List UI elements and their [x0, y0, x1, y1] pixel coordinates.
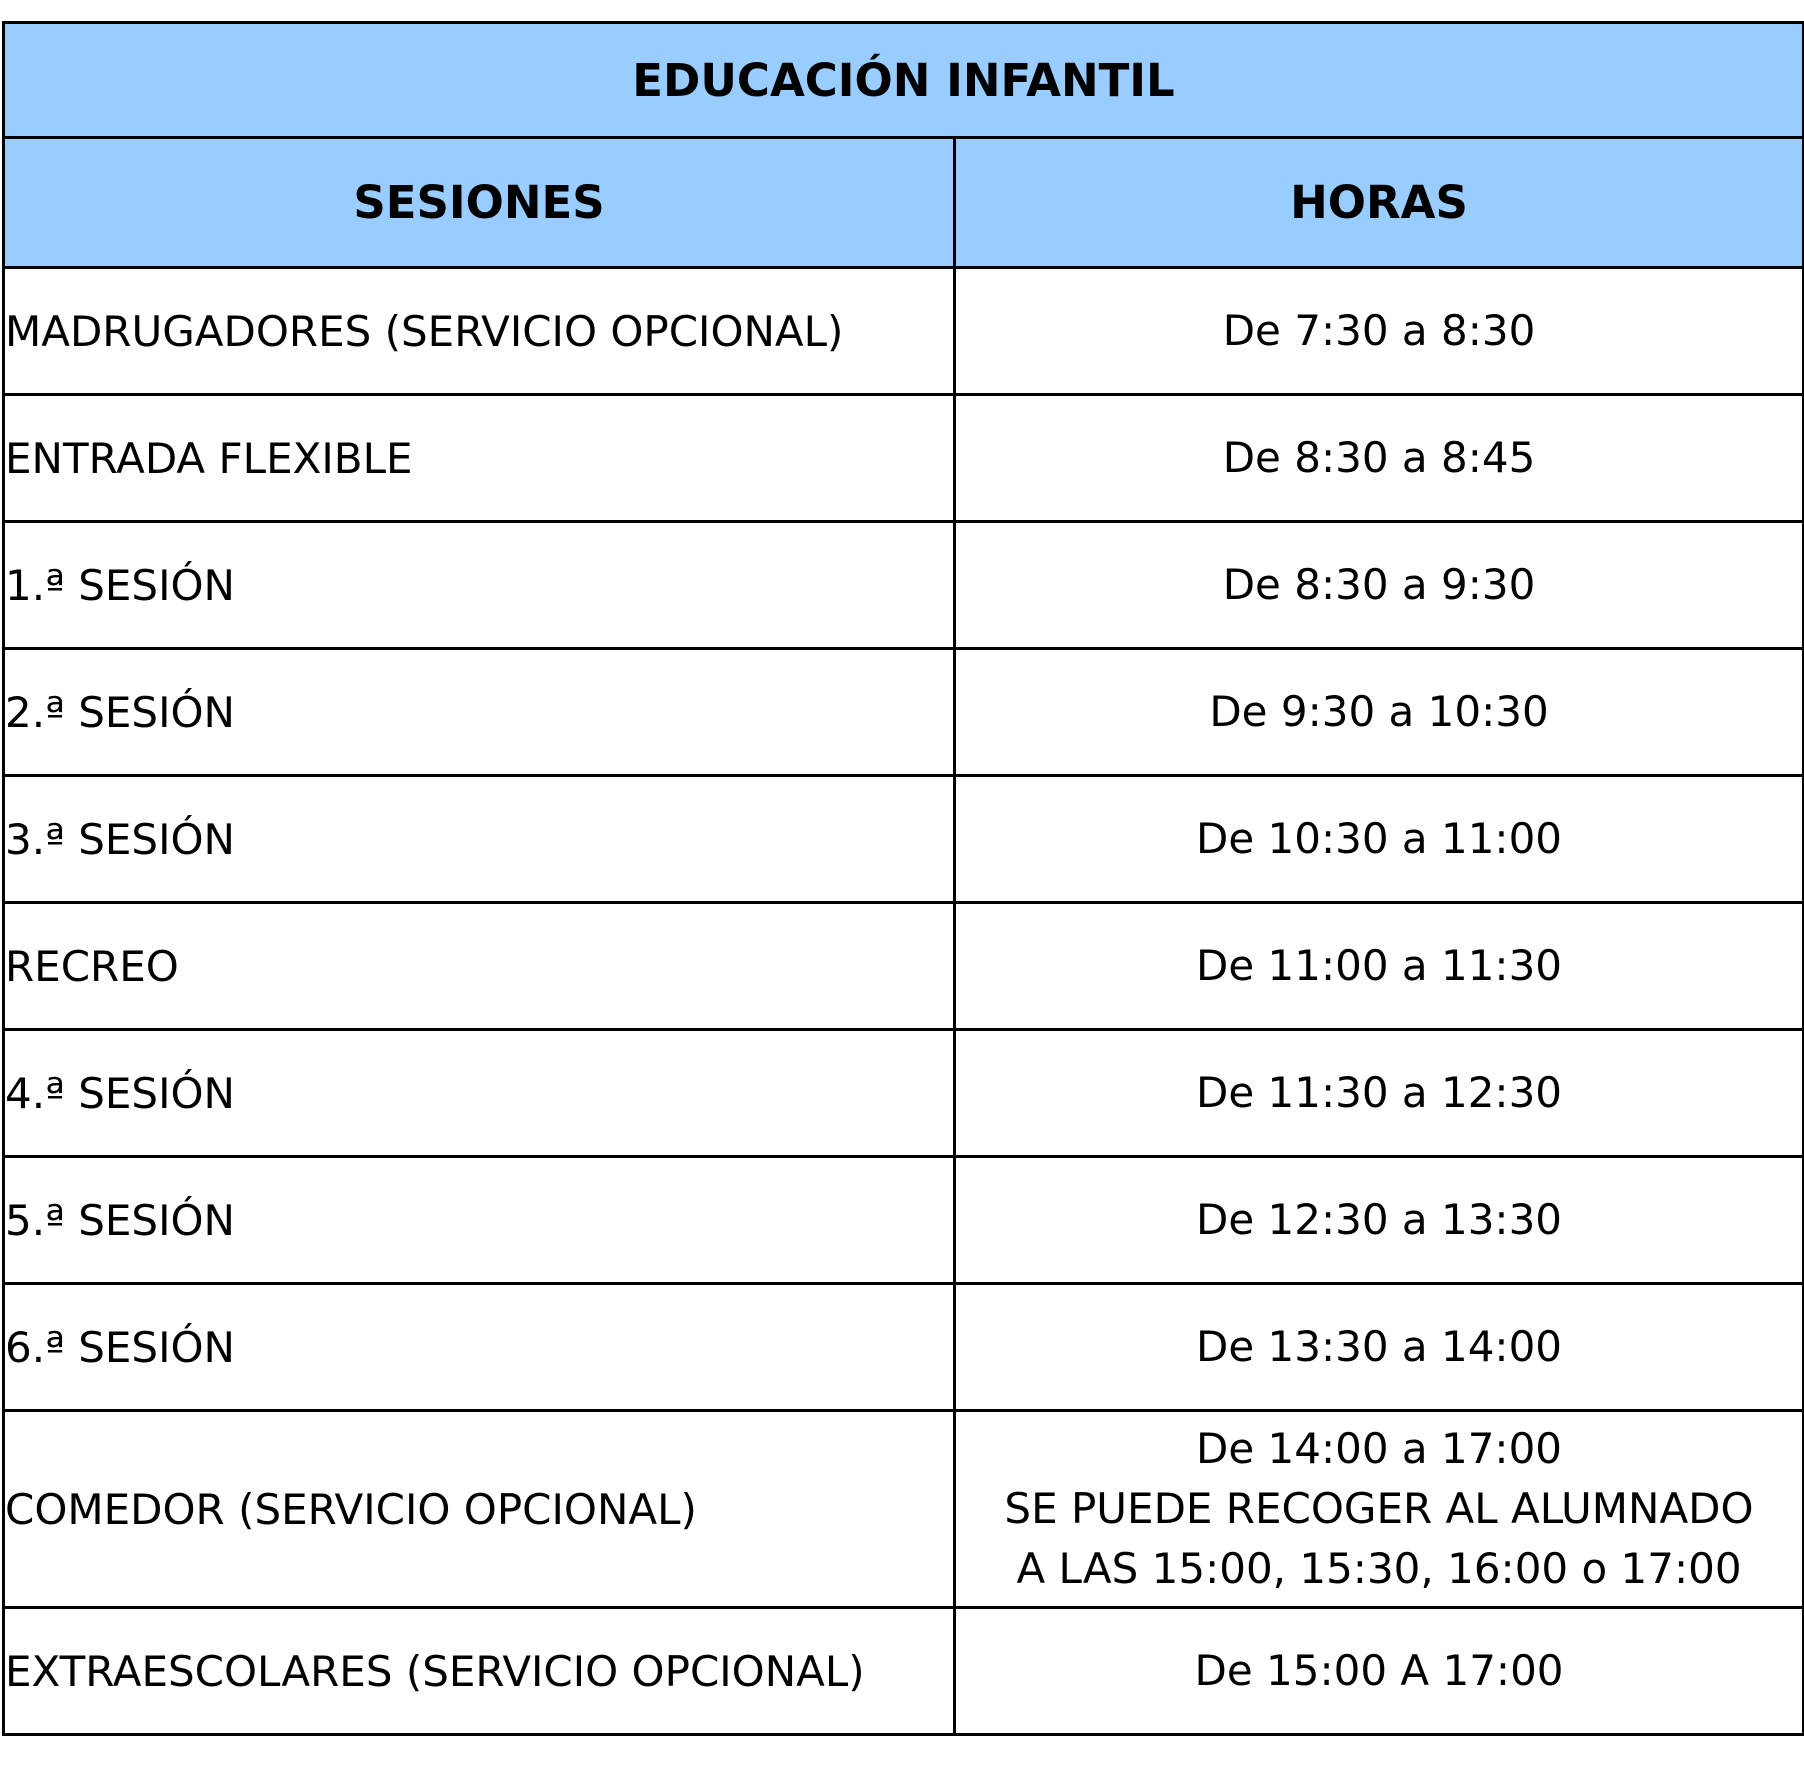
table-row — [4, 776, 1804, 903]
table-row — [4, 903, 1804, 1030]
hours-line: De 12:30 a 13:30 — [1195, 1195, 1563, 1244]
session-name-cell: 4.ª SESIÓN — [4, 1030, 955, 1157]
session-hours-cell — [955, 776, 1804, 903]
session-name-cell: COMEDOR (SERVICIO OPCIONAL) — [4, 1411, 955, 1608]
hours-line: De 10:30 a 11:00 — [1195, 814, 1563, 863]
session-name-cell: MADRUGADORES (SERVICIO OPCIONAL) — [4, 268, 955, 395]
hours-line: A LAS 15:00, 15:30, 16:00 o 17:00 — [1016, 1544, 1742, 1593]
session-hours-cell — [955, 649, 1804, 776]
session-hours-cell — [955, 1157, 1804, 1284]
schedule-table — [2, 21, 1804, 1736]
session-name-cell: 5.ª SESIÓN — [4, 1157, 955, 1284]
table-title-row — [4, 23, 1804, 138]
session-hours-cell — [955, 395, 1804, 522]
session-hours-cell — [955, 1608, 1804, 1735]
hours-line: De 15:00 A 17:00 — [1194, 1646, 1564, 1695]
session-name-cell: EXTRAESCOLARES (SERVICIO OPCIONAL) — [4, 1608, 955, 1735]
hours-line: De 7:30 a 8:30 — [1222, 306, 1536, 355]
table-row — [4, 268, 1804, 395]
hours-line: De 8:30 a 8:45 — [1222, 433, 1536, 482]
column-header-horas: HORAS — [955, 138, 1804, 268]
hours-line: De 13:30 a 14:00 — [1195, 1322, 1563, 1371]
session-name-cell: 2.ª SESIÓN — [4, 649, 955, 776]
hours-line: De 11:30 a 12:30 — [1195, 1068, 1563, 1117]
session-name-cell: 3.ª SESIÓN — [4, 776, 955, 903]
session-name-cell: RECREO — [4, 903, 955, 1030]
hours-line: De 14:00 a 17:00 — [1195, 1424, 1563, 1473]
column-header-sesiones: SESIONES — [4, 138, 955, 268]
session-name-cell: 1.ª SESIÓN — [4, 522, 955, 649]
table-row — [4, 522, 1804, 649]
session-hours-cell — [955, 1284, 1804, 1411]
table-row — [4, 1284, 1804, 1411]
hours-line: De 11:00 a 11:30 — [1195, 941, 1563, 990]
session-hours-cell — [955, 1030, 1804, 1157]
table-row — [4, 1157, 1804, 1284]
hours-line: De 9:30 a 10:30 — [1209, 687, 1549, 736]
session-hours-cell — [955, 1411, 1804, 1608]
table-row — [4, 1411, 1804, 1608]
table-row — [4, 1030, 1804, 1157]
hours-line: De 8:30 a 9:30 — [1222, 560, 1536, 609]
schedule-body — [4, 268, 1804, 1735]
hours-line: SE PUEDE RECOGER AL ALUMNADO — [1004, 1484, 1754, 1533]
session-hours-cell — [955, 903, 1804, 1030]
column-header-row — [4, 138, 1804, 268]
table-row — [4, 1608, 1804, 1735]
table-row — [4, 395, 1804, 522]
session-hours-cell — [955, 268, 1804, 395]
table-row — [4, 649, 1804, 776]
session-hours-cell — [955, 522, 1804, 649]
session-name-cell: 6.ª SESIÓN — [4, 1284, 955, 1411]
table-title: EDUCACIÓN INFANTIL — [4, 23, 1804, 138]
session-name-cell: ENTRADA FLEXIBLE — [4, 395, 955, 522]
